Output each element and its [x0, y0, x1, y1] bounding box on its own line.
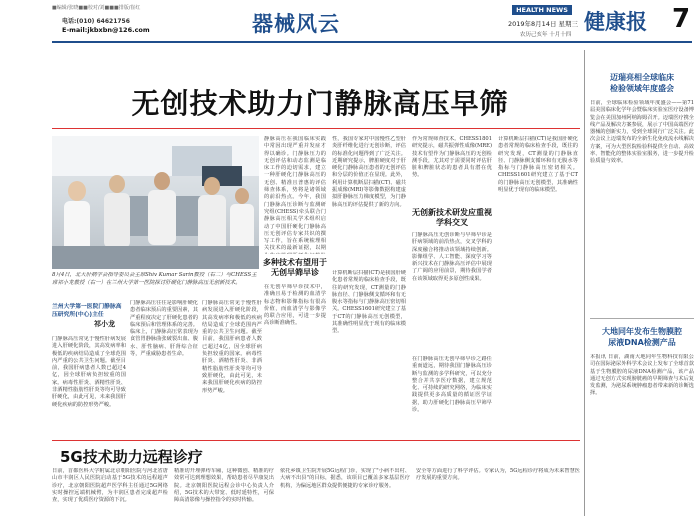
photo-caption: 8月4日，北大肝病学会指导委员会主席Shiv Kumar Sarin教授（右二）与CHESS主席祁小龙教授（右一）在兰州大学第一医院探讨肝硬化门静脉高压无创新技术。 [52, 272, 257, 286]
sidebar-article-2-title-line1: 大地同年发布生物膜腔 [602, 327, 682, 336]
issue-date: 2019年8月14日 星期三 [508, 20, 579, 28]
brand-cn: 健康报 [584, 9, 647, 34]
news-photo [52, 136, 259, 269]
body-col-4: 性，我国专家对中国慢性乙型肝炎肝纤维化进行无创诊断，评估的标准化问题得到了广泛关注。近期研究提示，脾脏硬度对于肝硬化门静脉高压患者的无创评估和分层的价值正在显现。此外，利用计算机断层扫描(CT)、磁共振成像(MRI)等影像数据构建虚拟肝静脉压力梯度模型，为门静脉高压的评估提供了新的方向。 [332, 136, 406, 208]
sidebar-divider [584, 50, 585, 516]
subheading-2: 无创新技术研发应重视学科交叉 [412, 208, 492, 227]
body-col-5b: 门静脉高压无创诊断与早筛早诊是肝病领域的前沿热点，交叉学科的深度融合将推动该领域持续创新。影像组学、人工智能、深度学习等新兴技术在门静脉高压评估中展现了广阔的应用前景，期待我国学者在该领域取得更多原创性成果。 [412, 232, 492, 282]
sidebar-article-1-title [590, 72, 694, 94]
sidebar-article-1-body: 日前，全球临床检验领域年度盛会——第71届美国临床化学年会暨临床实验室医疗设备博览会在美国加州阿纳海姆召开。迈瑞医疗携全线产品及解决方案参展，展示了中国高端医疗器械的创新实力，受到全球同行广泛关注。此次会议上迈瑞发布的全新生化免疫流水线解决方案，可为大型医院检验科提供全自动、高效率、智能化的整体实验室服务，进一步提升检验质量与效率。 [590, 100, 694, 165]
sidebar-article-2-title [590, 326, 694, 348]
masthead [0, 0, 700, 42]
section-title: 器械风云 [252, 12, 340, 36]
bottom-col-3: 依托乡镇卫生院开展5G远程门诊，实现了"小病不出村、大病不出县"的目标，据悉，该项目已覆盖多家基层医疗机构，为偏远地区群众提供便捷的专家诊疗服务。 [280, 468, 410, 489]
main-headline: 无创技术助力门静脉高压早筛 [131, 87, 509, 120]
sidebar-article-1-title-line2: 检验领域年度盛会 [610, 84, 674, 93]
header-rule [52, 41, 692, 43]
bottom-col-2: 精准切开埋弹痔车厢，这种微创、精准的疗效常可达到理想效果，帮助患者尽早康复出院。北京朝阳医院远程会诊中心负责人介绍，5G技术的大带宽、低时延特性，可保障高清影像与操控指令的实时传输。 [174, 468, 274, 504]
body-col-5c: 在门静脉高压无创早筛早诊之路任重而道远，期待我国门静脉高压诊断与监测的多学科研究，可以充分整合并共享医疗数据，建立规范化、可持续的研究网络，为临床实践提供更多高质量的循证医学证据，助力肝硬化门静脉高压早筛早诊。 [412, 356, 492, 414]
sidebar-article-2-body: 本报讯 日前，湖南大地同年生物科技有限公司在国际泌尿外科学术会议上发布了全球首款基于生物膜腔的尿液DNA检测产品，该产品通过无创方式实现膀胱癌的早期筛查与术后复发监测，为泌尿系统肿瘤患者带来新的诊断选择。 [590, 354, 694, 397]
photo-illustration [52, 136, 259, 269]
sidebar-separator [590, 318, 694, 319]
body-col-3b: 在无创早筛早诊技术中，准确且易于检测的血清学标志物和影像指标有很高价值，而血清学与影像学的联合应用，可进一步提高诊断准确性。 [264, 284, 326, 327]
bottom-rule [52, 440, 580, 441]
contact-email: E-mail:jkbxbn@126.com [62, 26, 150, 34]
body-col-4b: 计算机断层扫描(CT)是我国肝硬化患者常规的临床检查手段，既往的研究发现，CT测量的门静脉直径、门静脉侧支循环和有无腹水等指标与门静脉高压密切相关。CHESS1601研究建立了基于CT的门静脉高压无创模型，其准确性明显优于现有的临床模型。 [332, 270, 406, 335]
sidebar-article-1-title-line1: 迈瑞亮相全球临床 [610, 73, 674, 82]
bottom-col-1: 日前，首都医科大学附属北京朝阳医院与河北省唐山市丰润区人民医院启动基于5G技术的远程超声诊疗，北京朝阳医院超声医学科主任通过5G网络实时操控远端机械臂，为丰润区患者完成超声检查，实现了优质医疗资源的下沉。 [52, 468, 168, 504]
headline-rule [52, 128, 580, 129]
body-col-6: 计算机断层扫描(CT)是我国肝硬化患者常规的临床检查手段，既往的研究发现，CT测量的门静脉直径、门静脉侧支循环和有无腹水等指标与门静脉高压密切相关。CHESS1601研究建立了基于CT的门静脉高压无创模型，其准确性明显优于现有的临床模型。 [498, 136, 578, 194]
body-col-5: 作为常规筛查技术。CHESS1801研究提示，磁共振弹性成像(MRE)技术有望作为门静脉高压的无创检测手段，尤其对于需要同时评估肝脏和脾脏状态的患者具有潜在优势。 [412, 136, 492, 179]
byline-org: 兰州大学第一医院门静脉高压研究所(中心)主任 [52, 304, 122, 318]
page-number: 7 [672, 4, 691, 34]
lunar-date: 农历己亥年 十月十四 [520, 32, 572, 38]
byline-name: 祁小龙 [94, 320, 115, 328]
body-col-2b: 门静脉高压常见于慢性肝病发展进入肝硬化阶段，其高发病率和极低的疾病结局造成了全球范围内严重的公共卫生问题。截至目前，我国肝病患者人数已超过4亿，因全球肝病负担较重的国家。病毒性肝炎、酒精性肝炎、非酒精性脂肪性肝炎等均可导致肝硬化，由此可见，未来我国肝硬化疾病的防控形势严峻。 [202, 300, 262, 394]
subheading-1: 多种技术有望用于无创早筛早诊 [263, 258, 327, 277]
brand-en-bar [512, 5, 572, 15]
body-col-3: 静脉高压在我国临床实践中常因出现严重并发症才得以确诊。门静脉压力的无创评估和动态监测是临床工作的迫切需求，建立一种肝硬化门静脉高压的无创、精准且普惠的评估筛查体系，势将是诸领域的前沿热点。今年，我国门静脉高压诊断与监测研究组(CHESS)牵头联合门静脉高压相关学术组织启动了中国肝硬化门静脉高压无创评估专家共识的撰写工作，旨在系统梳理相关技术的最新证据，以期 [264, 136, 326, 252]
bottom-col-4: 安全等方面进行了科学评估。专家认为，5G远程诊疗将成为未来智慧医疗发展的重要方向。 [416, 468, 580, 482]
editor-credits: ■编辑/张晓■■校对/刘■■■排版/崔红 [52, 5, 141, 11]
brand-en: HEALTH NEWS [516, 6, 568, 14]
sidebar-article-2-title-line2: 尿液DNA检测产品 [608, 338, 676, 347]
body-col-1: 门静脉高压常见于慢性肝病发展进入肝硬化阶段，其高发病率和极低的疾病结局造成了全球范围内严重的公共卫生问题。截至目前，我国肝病患者人数已超过4亿，因全球肝病负担较重的国家。病毒性肝炎、酒精性肝炎、非酒精性脂肪性肝炎等均可导致肝硬化，由此可见，未来我国肝硬化疾病的防控形势严峻。 [52, 336, 126, 408]
contact-phone: 电话:(010) 64621756 [62, 18, 130, 25]
bottom-headline: 5G技术助力远程诊疗 [60, 448, 203, 466]
body-col-2: 门静脉高压往往是影响肝硬化患者临床预后的重要因素，其严重程度决定了肝硬化患者的临床预后和管理体系的完善。临床上，门静脉高压常表现为食管胃静脉曲张破裂出血、腹水、肝性脑病、肝肾综合征等，严重威胁患者生命。 [130, 300, 198, 358]
